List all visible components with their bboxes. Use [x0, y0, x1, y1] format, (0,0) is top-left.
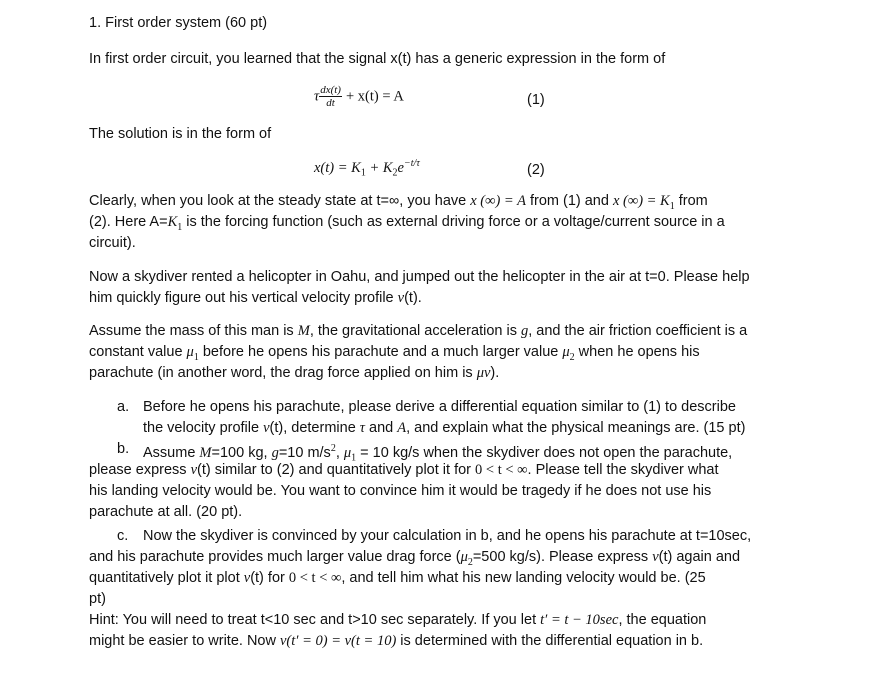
problem-title: 1. First order system (60 pt) [89, 15, 268, 31]
clearly-line-2: (2). Here $A=K_1$ is the forcing function (such as external driving force or a voltage/current source in a [89, 214, 725, 233]
part-b-marker: b. [117, 441, 130, 457]
part-c-line-2: and his parachute provides much larger value drag force ($\mu_2=500$ kg/s). Please express v(t) again and [89, 549, 741, 568]
eq1-label: (1) [527, 92, 545, 108]
part-c-marker: c. [117, 528, 129, 544]
intro-text: In first order circuit, you learned that the signal x(t) has a generic expression in the form of [89, 51, 666, 67]
eq1-tau: τ [314, 88, 320, 105]
hint-line-1: Hint: You will need to treat t<10 sec and t>10 sec separately. If you let t′ = t − 10sec, the equation [89, 612, 707, 628]
eq1-fraction: $\frac{dx(t)}{dt}$ [320, 84, 341, 109]
part-c-line-4: pt) [89, 591, 106, 607]
part-a-marker: a. [117, 399, 130, 415]
eq2-label: (2) [527, 162, 545, 178]
part-c-line-1: Now the skydiver is convinced by your calculation in b, and he opens his parachute at t=10sec, [143, 528, 752, 544]
hint-line-2: might be easier to write. Now v(t′ = 0) = v(t = 10) is determined with the differential equation in b. [89, 633, 704, 649]
assume-line-2: constant value $\mu_1$ before he opens his parachute and a much larger value $\mu_2$ when he opens his [89, 344, 700, 363]
part-a-line-2: the velocity profile v(t), determine τ and A, and explain what the physical meanings are. (15 pt) [143, 420, 746, 436]
part-b-line-1: Assume M=100 kg, g=10 $m/s^2$, $\mu_1 = 10$ kg/s when the skydiver does not open the parachute, [143, 443, 733, 464]
sky-line-2: him quickly figure out his vertical velocity profile v(t). [89, 290, 422, 306]
equation-1 [314, 84, 404, 109]
part-b-line-4: parachute at all. (20 pt). [89, 504, 243, 520]
eq1-rest: + x(t) = A [346, 88, 404, 105]
solution-text: The solution is in the form of [89, 126, 272, 142]
equation-2: $x(t) = K_1 + K_2e^{-t/\tau}$ [314, 158, 420, 179]
part-c-line-3: quantitatively plot it plot v(t) for 0 < t < ∞, and tell him what his new landing velocity would be. (25 [89, 570, 706, 586]
clearly-line-3: circuit). [89, 235, 136, 251]
assume-line-3: parachute (in another word, the drag force applied on him is μv). [89, 365, 500, 381]
part-a-line-1: Before he opens his parachute, please derive a differential equation similar to (1) to describe [143, 399, 736, 415]
clearly-line-1: Clearly, when you look at the steady state at t=∞, you have x (∞) = A from (1) and x (∞) = $K_1$ from [89, 193, 708, 212]
part-b-line-2: please express v(t) similar to (2) and quantitatively plot it for 0 < t < ∞. Please tell the skydiver what [89, 462, 719, 478]
assume-line-1: Assume the mass of this man is M, the gravitational acceleration is g, and the air friction coefficient is a [89, 323, 748, 339]
part-b-line-3: his landing velocity would be. You want to convince him it would be tragedy if he does not use his [89, 483, 712, 499]
sky-line-1: Now a skydiver rented a helicopter in Oahu, and jumped out the helicopter in the air at t=0. Please help [89, 269, 750, 285]
